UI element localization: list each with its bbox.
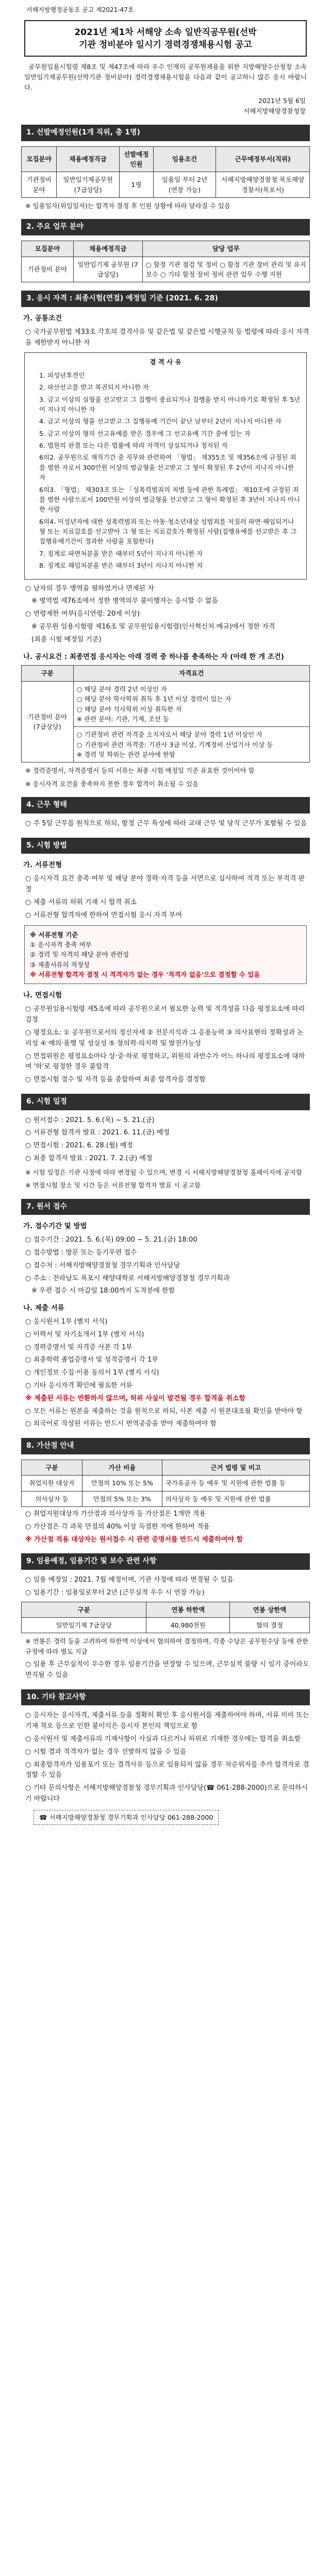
table-header: 채용예정직급 [57,146,120,172]
paragraph: ○ 응시자격 요건 충족 여부 및 해당 분야 경력·자격 등을 서면으로 심사하여 적격 또는 부적격 판정 [25,875,305,894]
paragraph: ○ 모든 서류는 원본을 제출하는 것을 원칙으로 하되, 사본 제출 시 원본대조필 확인을 받아야 함 [25,1407,303,1415]
list-item: ○ 시험 결과 적격자가 없는 경우 선발하지 않을 수 있음 [25,1748,187,1756]
issuing-org: 서해지방해양경찰청장 [243,107,306,115]
table-cell: 일반임기제 7급상당 [22,1618,146,1633]
table-cell: 기관정비 분야 [22,172,57,198]
section-7-heading: 7. 원서 접수 [21,1199,310,1215]
exclusion-item: 6의2. 공무원으로 재직기간 중 직무와 관련하여 「형법」 제355조 및 제356조에 규정된 죄를 범한 자로서 300만원 이상의 벌금형을 선고받고 그 형이 확정된 후 2년이 지나지 아니한 자 [39,453,296,482]
section-5-heading: 5. 시험 방법 [21,838,310,854]
subsection-heading: 가. 접수기간 및 방법 [23,1222,87,1231]
document-item: ○ 이력서 및 자기소개서 1부 (별지 서식) [25,1330,144,1338]
warning-text: ※ 제출된 서류는 반환하지 않으며, 허위 사실이 발견될 경우 합격을 취소함 [25,1394,246,1402]
note: ※ 연봉은 경력 등을 고려하여 하한액 이상에서 협의하여 결정하며, 각종 수당은 공무원수당 등에 관한 규정에 따라 별도 지급 [25,1637,309,1655]
schedule-item: ○ 원서접수 : 2021. 5. 6.(목) ~ 5. 21.(금) [25,1116,155,1124]
document-item: ○ 최종학력 졸업증명서 및 성적증명서 각 1부 [25,1356,158,1364]
exclusion-item: 4. 금고 이상의 형을 선고받고 그 집행유예 기간이 끝난 날부터 2년이 지나지 아니한 자 [39,417,282,426]
table-header: 자격요건 [73,666,309,681]
table-header: 임용조건 [153,146,216,172]
box-heading: ※ 서류전형 기준 [30,930,78,939]
table-header: 구분 [22,666,74,681]
note: ※ 공무원 임용시험령 제16조 및 공무원임용시험령(인사혁신처 예규)에서 정한 자격 [31,622,275,631]
list-item: ○ 응시자는 응시자격, 제출서류 등을 정확히 확인 후 응시원서를 제출하여야 하며, 서류 미비 또는 기재 착오 등으로 인한 불이익은 응시자 본인의 책임으로 함 [25,1711,309,1731]
table-cell: 의사상자 등 예우 및 지원에 관한 법률 [162,1491,309,1506]
paragraph: ○ 임용기간 : 임용일로부터 2년 (근무실적 우수 시 연장 가능) [25,1588,205,1597]
schedule-item: ○ 최종 합격자 발표 : 2021. 7. 2.(금) 예정 [25,1154,153,1162]
title-line-1: 2021년 제1차 서해양 소속 일반직공무원(선박 [74,27,257,38]
subsection-heading: 가. 공통조건 [23,314,62,323]
exclusion-item: 7. 징계로 파면처분을 받은 때부터 5년이 지나지 아니한 자 [39,549,203,557]
paragraph: ○ 제출 서류의 허위 기재 시 합격 취소 [25,898,137,906]
paragraph: ○ 임용 후 근무실적이 우수한 경우 임용기간을 연장할 수 있으며, 근무실적 불량 시 임기 중이라도 면직될 수 있음 [25,1660,309,1679]
paragraph: ○ 연령제한 여부(응시연령: 20세 이상) [25,610,140,618]
exclusion-item: 1. 피성년후견인 [39,371,85,379]
paragraph: ○ 공무원임용시험령 제5조에 따라 공무원으로서 필요한 능력 및 적격성을 다음 평정요소에 따라 검정 [25,1005,305,1024]
table-cell: 국가유공자 등 예우 및 지원에 관한 법률 등 [162,1476,309,1491]
exclusion-item: 6. 법원의 판결 또는 다른 법률에 따라 자격이 상실되거나 정지된 자 [39,442,228,450]
schedule-item: ○ 서류전형 합격자 발표 : 2021. 6. 11.(금) 예정 [25,1129,170,1137]
table-cell: 취업지원 대상자 [22,1476,82,1491]
document-number: 서해지방행정공동조 공고 제2021-47호 [26,6,134,13]
requirement-table [21,665,310,762]
box-note: ※ 서류전형 합격자 결정 시 적격자가 없는 경우 '적격자 없음'으로 결정할 수 있음 [30,971,260,979]
table-header: 모집분야 [22,241,74,257]
paragraph: ○ 임용 예정일 : 2021. 7월 예정이며, 기관 사정에 따라 변경될 수 있음 [25,1576,234,1584]
table-cell: 일반임기제 공무원 (7급상당) [73,257,142,282]
title-line-2: 기관 정비분야 일시기 경력경쟁채용시험 공고 [79,40,252,50]
table-cell: 협의 결정 [229,1618,309,1633]
paragraph: ○ 국가공무원법 제33조 각호의 결격사유 및 같은법 및 같은법 시행규칙 등 법령에 따라 응시 자격을 제한받지 아니한 자 [25,328,309,347]
paragraph: ○ 접수방법 : 방문 또는 등기우편 접수 [25,1248,137,1257]
exclusion-box-title: 결 격 사 유 [150,358,181,366]
table-cell: 40,980천원 [146,1618,229,1633]
schedule-item: ○ 면접시험 : 2021. 6. 28.(월) 예정 [25,1142,133,1150]
table-header: 담당 업무 [142,241,309,257]
table-cell: 기관정비 분야 [22,257,74,282]
table-cell: ○ 해당 분야 경력 2년 이상인 자 ○ 해당 분야 학사학위 취득 후 1년 이상 경력이 있는 자 ○ 해당 분야 석사학위 이상 취득한 자 ※ 관련 분야: 기관, 기계, 조선 등 [73,681,309,727]
list-item: ② 경력 및 자격의 해당 분야 관련성 [30,951,129,959]
section-8-heading: 8. 가산점 안내 [21,1438,310,1454]
list-item: ○ 응시원서 및 제출서류의 기재사항이 사실과 다르거나 허위로 기재한 경우에는 합격을 취소함 [25,1735,301,1743]
table-header: 채용예정직급 [73,241,142,257]
notice-date: 2021년 5월 6일 [258,96,306,105]
table-cell: ○ 함정 기관 점검 및 정비 ○ 함정 기관 장비 관리 및 유지 보수 ○ 기타 함정 장비 정비 관련 업무 수행 지원 [142,257,309,282]
table-row [22,1618,310,1633]
note: ※ 우편 접수 시 마감일 18:00까지 도착분에 한함 [31,1287,175,1295]
exclusion-item: 3. 금고 이상의 실형을 선고받고 그 집행이 종료되거나 집행을 받지 아니하기로 확정된 후 5년이 지나지 아니한 자 [39,395,301,413]
table-cell: 임용일 부터 2년 (연장 가능) [153,172,216,198]
paragraph: ○ 외국어로 작성된 서류는 반드시 번역공증을 받아 제출하여야 함 [25,1420,217,1428]
note: ※ 병역법 제76조에서 정한 병역의무 불이행자는 응시할 수 없음 [31,597,218,605]
subsection-heading: 나. 제출 서류 [23,1304,64,1313]
table-cell: 기관정비 분야 (7급상당) [22,681,74,762]
table-header: 모집분야 [22,146,57,172]
paragraph: ○ 주 5일 근무를 원칙으로 하되, 함정 근무 특성에 따라 교대 근무 및 당직 근무가 포함될 수 있음 [25,819,307,827]
section-3-heading: 3. 응시 자격 : 최종시험(면접) 예정일 기준 (2021. 6. 28) [21,291,310,307]
section-10-heading: 10. 기타 참고사항 [21,1689,310,1706]
paragraph: ○ 접수기간 : 2021. 5. 6.(목) 09:00 ~ 5. 21.(금) 18:00 [25,1236,197,1244]
table-header: 근거 법령 및 비고 [162,1460,309,1475]
table-header: 선발예정인원 [120,146,153,172]
exclusion-list [39,370,301,571]
notice-page [21,0,310,1828]
table-header: 연봉 상한액 [229,1602,309,1617]
warning-text: ※ 가산점 적용 대상자는 원서접수 시 관련 증명서를 반드시 제출하여야 함 [25,1535,243,1544]
note: ※ 응시자격 요건을 충족하지 못한 경우 합격이 취소될 수 있음 [25,779,199,788]
paragraph: ○ 가산점은 각 과목 만점의 40% 이상 득점한 자에 한하여 적용 [25,1522,210,1531]
table-cell: 서해지방해양경찰청 목포해양경찰서(목포서) [216,172,310,198]
table-row [22,1476,310,1491]
section-4-heading: 4. 근무 형태 [21,797,310,814]
note: ※ 면접시험 장소 및 시간 등은 서류전형 합격자 발표 시 공고함 [25,1181,201,1190]
title-box [24,20,307,57]
signature-block [25,96,306,116]
table-cell: ○ 기관정비 관련 자격증 소지자로서 해당 분야 경력 1년 이상인 자 ○ 기관정비 관련 자격증: 기관사 3급 이상, 기계정비 산업기사 이상 등 ※ 경력 및 학위는 관련 분야에 한함 [73,727,309,762]
table-cell: 만점의 10% 또는 5% [82,1476,162,1491]
note: ※ 경력증명서, 자격증명서 등의 서류는 최종 시험 예정일 기준 유효한 것이어야 함 [25,767,255,775]
intro-paragraph: 공무원임용시험령 제8조 및 제47조에 따라 우수 인재의 공무원채용을 위한 지방해양수산청장 소속 일반임기제공무원(선박기관 정비분야) 경력경쟁채용시험을 다음과 같이 공고하니 많은 응시 바랍니다. [24,62,307,91]
table-header: 연봉 하한액 [146,1602,229,1617]
table-cell: 만점의 5% 또는 3% [82,1491,162,1506]
subsection-heading: 나. 공시요건 : 최종면접 응시자는 아래 경력 중 하나를 충족하는 자 (아래 한 개 조건) [23,652,284,661]
table-header: 구분 [22,1460,82,1475]
table-cell: 1명 [120,172,153,198]
table-cell: 일반임기제공무원 (7급상당) [57,172,120,198]
paragraph: ○ 주소 : 전라남도 목포시 해양대학로 서해지방해양경찰청 경무기획과 [25,1274,230,1282]
section-2-heading: 2. 주요 업무 분야 [21,219,310,235]
contact-box: ☎ 서해지방해양경찰청 경무기획과 인사담당 061-288-2000 [34,1810,219,1825]
recruit-table [21,146,310,198]
subsection-heading: 나. 면접시험 [23,991,62,1000]
exclusion-item: 6의4. 미성년자에 대한 성폭력범죄 또는 아동·청소년대상 성범죄를 저질러 파면·해임되거나 형 또는 치료감호를 선고받아 그 형 또는 치료감호가 확정된 사람(집행유예를 선고받은 후 그 집행유예기간이 경과한 사람을 포함한다) [39,517,297,546]
paragraph: ○ 면접위원은 평정요소마다 상·중·하로 평정하고, 위원의 과반수가 어느 하나의 평정요소에 대하여 '하'로 평정한 경우 불합격 [25,1052,305,1071]
document-item: ○ 응시원서 1부 (별지 서식) [25,1318,108,1326]
table-row [22,172,310,198]
list-item: ○ 최종합격자가 임용포기 또는 결격사유 등으로 임용되지 않을 경우 차순위자를 추가 합격자로 결정할 수 있음 [25,1760,309,1780]
document-item: ○ 개인정보 수집·이용 동의서 1부 (별지 서식) [25,1369,159,1377]
section-1-note: ※ 임용일자(위임일자)는 합격자 결정 후 인원 상황에 따라 달라질 수 있음 [25,202,231,210]
section-9-heading: 9. 임용예정, 임용기간 및 보수 관련 사항 [21,1553,310,1570]
table-header: 가산 비율 [82,1460,162,1475]
section-1-heading: 1. 선발예정인원(1개 직위, 총 1명) [21,125,310,141]
bonus-table [21,1460,310,1507]
paragraph: ○ 취업지원대상자 가산점과 의사상자 등 가산점은 1개만 적용 [25,1510,206,1518]
section-6-heading: 6. 시험 일정 [21,1094,310,1110]
note: (최종 시험 예정일 기준) [31,635,102,643]
exclusion-item: 2. 파산선고를 받고 복권되지 아니한 자 [39,383,149,392]
paragraph: ○ 평정요소: ① 공무원으로서의 정신자세 ② 전문지식과 그 응용능력 ③ 의사표현의 정확성과 논리성 ④ 예의·품행 및 성실성 ⑤ 창의력·의지력 및 발전가능성 [25,1028,304,1047]
exclusion-item: 5. 금고 이상의 형의 선고유예를 받은 경우에 그 선고유예 기간 중에 있는 자 [39,429,251,437]
paragraph: ○ 남자의 경우 병역을 필하였거나 면제된 자 [25,584,154,592]
exclusion-item: 8. 징계로 해임처분을 받은 때부터 3년이 지나지 아니한 자 [39,562,203,570]
list-item: ○ 기타 문의사항은 서해지방해양경찰청 경무기획과 인사담당(☎ 061-288-2000)으로 문의하시기 바랍니다 [25,1784,308,1803]
table-row [22,257,310,282]
table-cell: 의사상자 등 [22,1491,82,1506]
list-item: ① 응시자격 충족 여부 [30,940,92,948]
screening-criteria-box [24,925,307,985]
subsection-heading: 가. 서류전형 [23,861,62,870]
list-item: ③ 제출서류의 적정성 [30,960,90,969]
note: ※ 시험 일정은 기관 사정에 따라 변경될 수 있으며, 변경 시 서해지방해양경찰청 홈페이지에 공지함 [25,1168,303,1176]
paragraph: ○ 접수처 : 서해지방해양경찰청 경무기획과 인사담당 [25,1261,180,1269]
paragraph: ○ 서류전형 합격자에 한하여 면접시험 응시 자격 부여 [25,911,182,919]
table-header: 근무예정부서(직위) [216,146,310,172]
table-row [22,681,310,727]
duty-table [21,241,310,282]
salary-table [21,1602,310,1634]
table-header: 구분 [22,1602,146,1617]
document-item: ○ 경력증명서 및 자격증 사본 각 1부 [25,1343,133,1351]
exclusion-item: 6의3. 「형법」 제303조 또는 「성폭력범죄의 처벌 등에 관한 특례법」 제10조에 규정된 죄를 범한 사람으로서 100만원 이상의 벌금형을 선고받고 그 형이 확정된 후 3년이 지나지 아니한 사람 [39,485,301,514]
document-item: ○ 기타 응시자격 확인에 필요한 서류 [25,1382,133,1390]
exclusion-box [24,352,307,579]
table-row [22,1491,310,1506]
paragraph: ○ 면접시험 점수 및 자격 등을 종합하여 최종 합격자를 결정함 [25,1076,206,1084]
